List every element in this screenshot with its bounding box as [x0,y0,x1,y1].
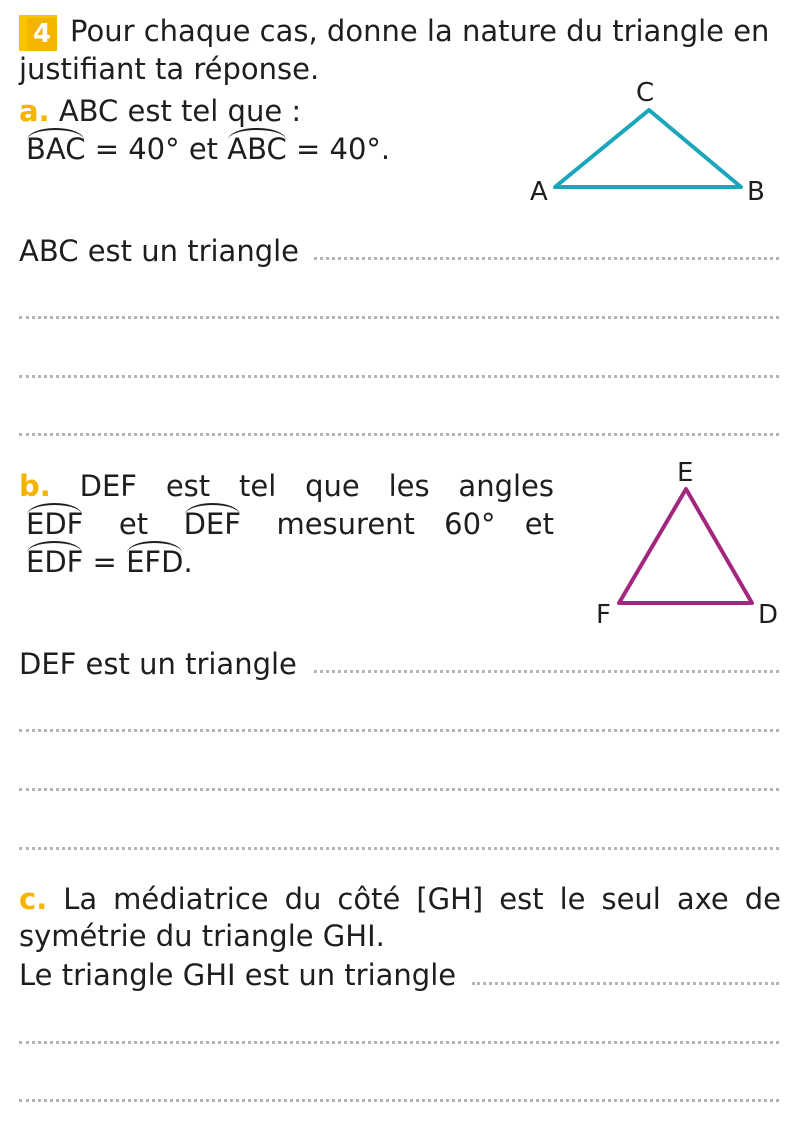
part-a-intro: ABC est tel que : [58,94,302,128]
angle-edf-2: EDF [26,545,84,579]
answer-line[interactable] [19,788,779,791]
part-b-text-1: DEF est tel que les angles [79,469,554,503]
part-b-line-1 [19,470,554,503]
part-c-letter: c. [19,882,48,916]
part-b-line-3 [26,546,193,579]
label-f: F [596,600,611,630]
answer-line[interactable] [314,257,779,260]
part-b-end: . [183,545,193,579]
part-a-letter: a. [19,94,50,128]
label-a: A [530,177,548,207]
label-d: D [758,600,779,630]
exercise-number-badge [19,15,57,51]
exercise-number: 4 [27,18,57,51]
part-a-eq1: = 40° et [85,132,228,166]
label-e: E [677,458,694,488]
part-b-letter: b. [19,469,51,503]
part-b-measure: mesurent 60° et [276,507,554,541]
part-b-answer-prompt: DEF est un triangle [19,647,297,681]
answer-line[interactable] [19,1099,779,1102]
answer-line[interactable] [19,316,779,319]
label-b: B [747,177,765,207]
part-a-eq2: = 40°. [286,132,391,166]
answer-line[interactable] [19,729,779,732]
part-a-angles [26,133,390,166]
answer-line[interactable] [19,847,779,850]
triangle-abc [555,110,741,187]
triangle-def [619,489,752,603]
part-a-answer-prompt: ABC est un triangle [19,234,300,268]
part-b-eq: = [83,545,127,579]
part-c-answer-prompt: Le triangle GHI est un triangle [19,958,457,992]
part-a-statement [19,95,301,128]
part-c-line-1 [19,883,781,916]
answer-line[interactable] [314,670,779,673]
angle-abc: ABC [227,132,287,166]
answer-line[interactable] [19,375,779,378]
answer-line[interactable] [19,433,779,436]
answer-line[interactable] [19,1041,779,1044]
part-b-et: et [118,507,149,541]
angle-bac: BAC [26,132,86,166]
part-c-line-2: symétrie du triangle GHI. [19,919,385,953]
part-b-line-2 [26,508,554,541]
angle-def: DEF [183,507,241,541]
angle-efd: EFD [126,545,184,579]
instruction-line-1: Pour chaque cas, donne la nature du triangle en [70,14,770,48]
angle-edf: EDF [26,507,84,541]
answer-line[interactable] [472,982,779,985]
label-c: C [636,78,655,108]
instruction-line-2: justifiant ta réponse. [19,52,320,86]
part-c-text-1: La médiatrice du côté [GH] est le seul axe de [63,882,781,916]
